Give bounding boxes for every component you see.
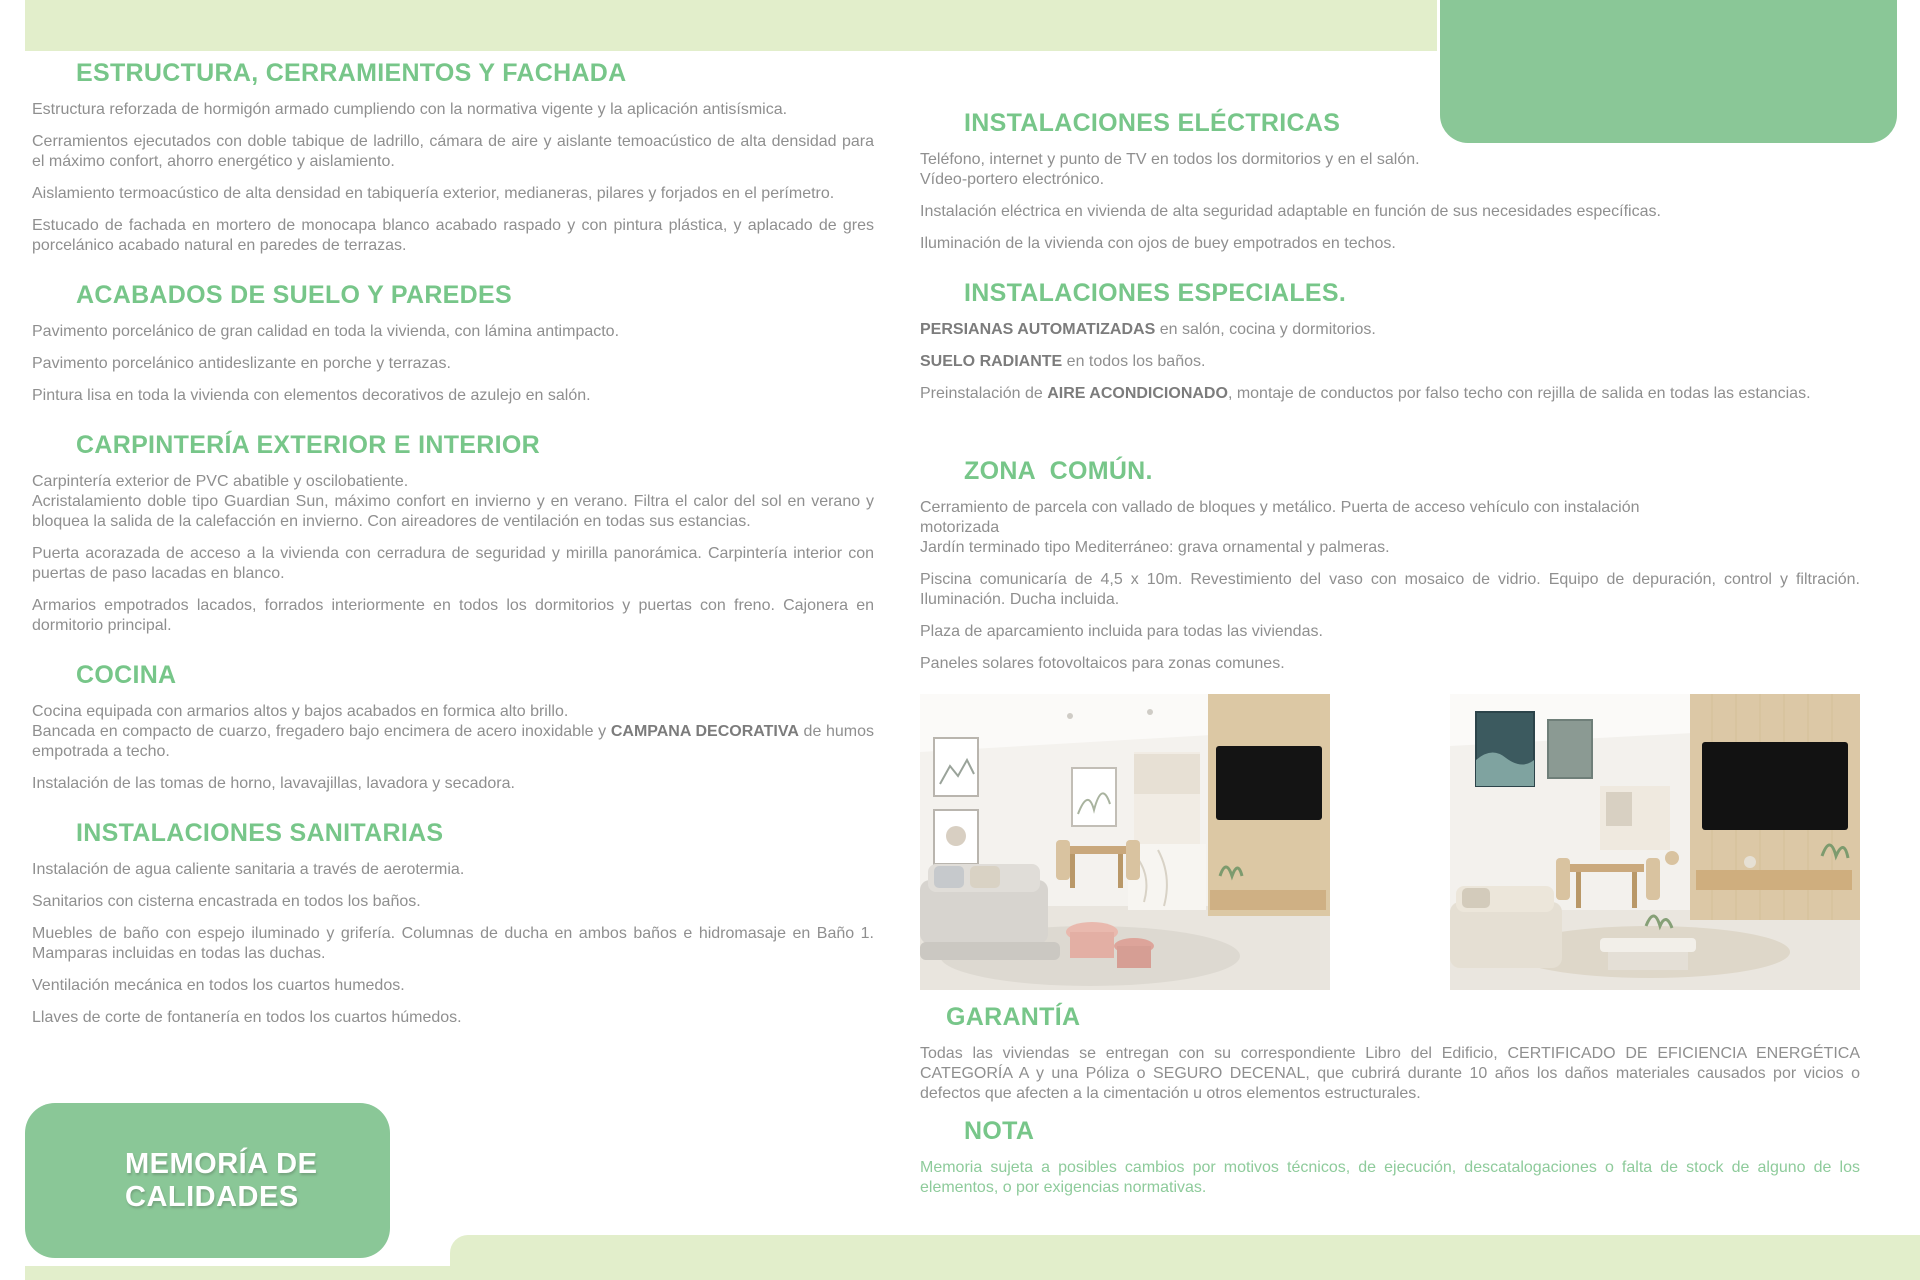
- paragraph: [32, 596, 874, 636]
- decor-vase: [1744, 856, 1756, 868]
- text-run: de humos empotrada a techo.: [32, 723, 875, 760]
- paragraph: [32, 132, 874, 172]
- left-column: [32, 58, 874, 1040]
- text-run: , montaje de conductos por falso techo con rejilla de salida en todas las estancias.: [1227, 385, 1811, 402]
- text-run: Cocina equipada con armarios altos y bajos acabados en formica alto brillo.: [32, 703, 569, 720]
- bold-text-run: AIRE ACONDICIONADO: [1047, 385, 1228, 402]
- section-heading-carpinteria: CARPINTERÍA EXTERIOR E INTERIOR: [76, 431, 540, 459]
- section-heading-estructura: ESTRUCTURA, CERRAMIENTOS Y FACHADA: [76, 59, 627, 87]
- text-run: Instalación de agua caliente sanitaria a través de aerotermia.: [32, 861, 465, 878]
- text-run: Muebles de baño con espejo iluminado y grifería. Columnas de ducha en ambos baños e hidromasaje en Baño 1. Mamparas incluidas en todas las duchas.: [32, 925, 874, 962]
- text-run: Acristalamiento doble tipo Guardian Sun, máximo confort en invierno y en verano. Filtra el calor del sol en verano y bloquea la salida de la calefacción en invierno. Con aireadores de ventilación en todas sus estancias.: [32, 493, 874, 530]
- right-column: [920, 108, 1860, 1210]
- paragraph: [32, 860, 874, 880]
- paragraph: [920, 352, 1860, 372]
- paragraph: [32, 354, 874, 374]
- bold-text-run: PERSIANAS AUTOMATIZADAS: [920, 321, 1156, 338]
- section-heading-sanitarias: INSTALACIONES SANITARIAS: [76, 819, 444, 847]
- dining-chair: [1556, 858, 1570, 900]
- top-pale-green-band: [25, 0, 1437, 51]
- paragraph: [32, 216, 874, 256]
- kitchen-cabinets: [1134, 754, 1200, 794]
- photos-row: [920, 694, 1860, 990]
- text-run: Pavimento porcelánico de gran calidad en toda la vivienda, con lámina antimpacto.: [32, 323, 620, 340]
- right-sections-bottom: [920, 1002, 1860, 1198]
- cushion: [970, 866, 1000, 888]
- interior-render-photo-1: [920, 694, 1330, 990]
- paragraph: [32, 544, 874, 584]
- tv-screen: [1216, 746, 1322, 820]
- cushion: [1462, 888, 1490, 908]
- paragraph: [920, 498, 1860, 558]
- text-run: Pintura lisa en toda la vivienda con elementos decorativos de azulejo en salón.: [32, 387, 591, 404]
- stool: [1665, 851, 1679, 865]
- text-run: Estructura reforzada de hormigón armado cumpliendo con la normativa vigente y la aplicación antisísmica.: [32, 101, 788, 118]
- dining-chair: [1646, 858, 1660, 900]
- paragraph: [32, 472, 874, 532]
- paragraph: [920, 320, 1860, 340]
- dining-chair: [1126, 840, 1140, 880]
- paragraph: [920, 622, 1860, 642]
- bold-text-run: SUELO RADIANTE: [920, 353, 1063, 370]
- text-run: Ventilación mecánica en todos los cuartos humedos.: [32, 977, 405, 994]
- interior-render-photo-2: [1450, 694, 1860, 990]
- text-run: Pavimento porcelánico antideslizante en porche y terrazas.: [32, 355, 451, 372]
- memoria-box-line-2: CALIDADES: [125, 1180, 299, 1213]
- paragraph: [32, 386, 874, 406]
- paragraph: [920, 384, 1860, 404]
- wall-art-frame: [1072, 768, 1116, 826]
- text-run: en todos los baños.: [1062, 353, 1206, 370]
- text-run: Plaza de aparcamiento incluida para todas las viviendas.: [920, 623, 1323, 640]
- section-heading-nota: NOTA: [964, 1117, 1035, 1145]
- paragraph: [32, 976, 874, 996]
- text-run: Armarios empotrados lacados, forrados interiormente en todos los dormitorios y puertas con freno. Cajonera en dormitorio principal.: [32, 597, 874, 634]
- spotlight-icon: [1067, 713, 1073, 719]
- wall-art-frame: [1548, 720, 1592, 778]
- text-run: Llaves de corte de fontanería en todos los cuartos húmedos.: [32, 1009, 462, 1026]
- text-run: Puerta acorazada de acceso a la vivienda con cerradura de seguridad y mirilla panorámica. Carpintería interior con puertas de paso lacadas en blanco.: [32, 545, 874, 582]
- text-run: Sanitarios con cisterna encastrada en todos los baños.: [32, 893, 421, 910]
- text-run: Instalación de las tomas de horno, lavavajillas, lavadora y secadora.: [32, 775, 515, 792]
- paragraph: [32, 702, 874, 762]
- left-sections: [32, 58, 874, 1028]
- text-run: Instalación eléctrica en vivienda de alta seguridad adaptable en función de sus necesidades específicas.: [920, 203, 1661, 220]
- paragraph: [32, 1008, 874, 1028]
- memoria-de-calidades-box: [25, 1103, 390, 1258]
- oven: [1606, 792, 1632, 826]
- text-run: Paneles solares fotovoltaicos para zonas comunes.: [920, 655, 1285, 672]
- text-run: Jardín terminado tipo Mediterráneo: grava ornamental y palmeras.: [920, 539, 1390, 556]
- paragraph: [920, 1158, 1860, 1198]
- paragraph: [920, 150, 1860, 190]
- text-run: Cerramientos ejecutados con doble tabique de ladrillo, cámara de aire y aislante temoacústico de alta densidad para el máximo confort, ahorro energético y aislamiento.: [32, 133, 874, 170]
- paragraph: [920, 202, 1860, 222]
- section-heading-acabados: ACABADOS DE SUELO Y PAREDES: [76, 281, 512, 309]
- paragraph: [32, 322, 874, 342]
- memoria-box-line-1: MEMORÍA DE: [125, 1147, 318, 1180]
- text-run: Preinstalación de: [920, 385, 1048, 402]
- bottom-pale-green-band: [450, 1235, 1920, 1280]
- text-run: Memoria sujeta a posibles cambios por motivos técnicos, de ejecución, descatalogaciones o falta de stock de alguno de los elementos, o por exigencias normativas.: [920, 1159, 1860, 1196]
- section-heading-garantia: GARANTÍA: [946, 1003, 1081, 1031]
- text-run: Cerramiento de parcela con vallado de bloques y metálico. Puerta de acceso vehículo con instalación: [920, 499, 1640, 516]
- paragraph: [32, 100, 874, 120]
- spotlight-icon: [1147, 709, 1153, 715]
- paragraph: [32, 184, 874, 204]
- paragraph: [920, 1044, 1860, 1104]
- dining-table: [1066, 846, 1128, 854]
- dining-chair: [1056, 840, 1070, 880]
- text-run: Piscina comunicaría de 4,5 x 10m. Revestimiento del vaso con mosaico de vidrio. Equipo de depuración, control y filtración. Iluminación. Ducha incluida.: [920, 571, 1860, 608]
- text-run: Teléfono, internet y punto de TV en todos los dormitorios y en el salón.: [920, 151, 1420, 168]
- coffee-table: [1600, 938, 1696, 952]
- text-run: motorizada: [920, 519, 1000, 536]
- paragraph: [32, 924, 874, 964]
- text-run: Vídeo-portero electrónico.: [920, 171, 1105, 188]
- dining-table: [1570, 864, 1644, 872]
- tv-console: [1696, 870, 1852, 890]
- text-run: Todas las viviendas se entregan con su correspondiente Libro del Edificio, CERTIFICADO DE EFICIENCIA ENERGÉTICA CATEGORÍA A y una Póliza o SEGURO DECENAL, que cubrirá durante 10 años los daños materiales causados por vicios o defectos que afecten a la cimentación u otros elementos estructurales.: [920, 1045, 1860, 1102]
- text-run: en salón, cocina y dormitorios.: [1155, 321, 1376, 338]
- text-run: Aislamiento termoacústico de alta densidad en tabiquería exterior, medianeras, pilares y forjados en el perímetro.: [32, 185, 835, 202]
- tv-screen: [1702, 742, 1848, 830]
- text-run: Estucado de fachada en mortero de monocapa blanco acabado raspado y con pintura plástica, y aplacado de gres porcelánico acabado natural en paredes de terrazas.: [32, 217, 874, 254]
- tv-console: [1210, 890, 1326, 910]
- bottom-left-pale-green-strip: [25, 1266, 450, 1280]
- section-heading-electricas: INSTALACIONES ELÉCTRICAS: [964, 109, 1341, 137]
- text-run: Bancada en compacto de cuarzo, fregadero bajo encimera de acero inoxidable y: [32, 723, 611, 740]
- section-heading-zona-comun: ZONA COMÚN.: [964, 457, 1153, 485]
- right-sections-top: [920, 108, 1860, 674]
- section-heading-cocina: COCINA: [76, 661, 177, 689]
- text-run: Carpintería exterior de PVC abatible y oscilobatiente.: [32, 473, 409, 490]
- cushion: [934, 866, 964, 888]
- text-run: Iluminación de la vivienda con ojos de buey empotrados en techos.: [920, 235, 1396, 252]
- section-heading-especiales: INSTALACIONES ESPECIALES.: [964, 279, 1347, 307]
- paragraph: [920, 654, 1860, 674]
- paragraph: [32, 774, 874, 794]
- paragraph: [32, 892, 874, 912]
- bold-text-run: CAMPANA DECORATIVA: [610, 723, 799, 740]
- paragraph: [920, 234, 1860, 254]
- paragraph: [920, 570, 1860, 610]
